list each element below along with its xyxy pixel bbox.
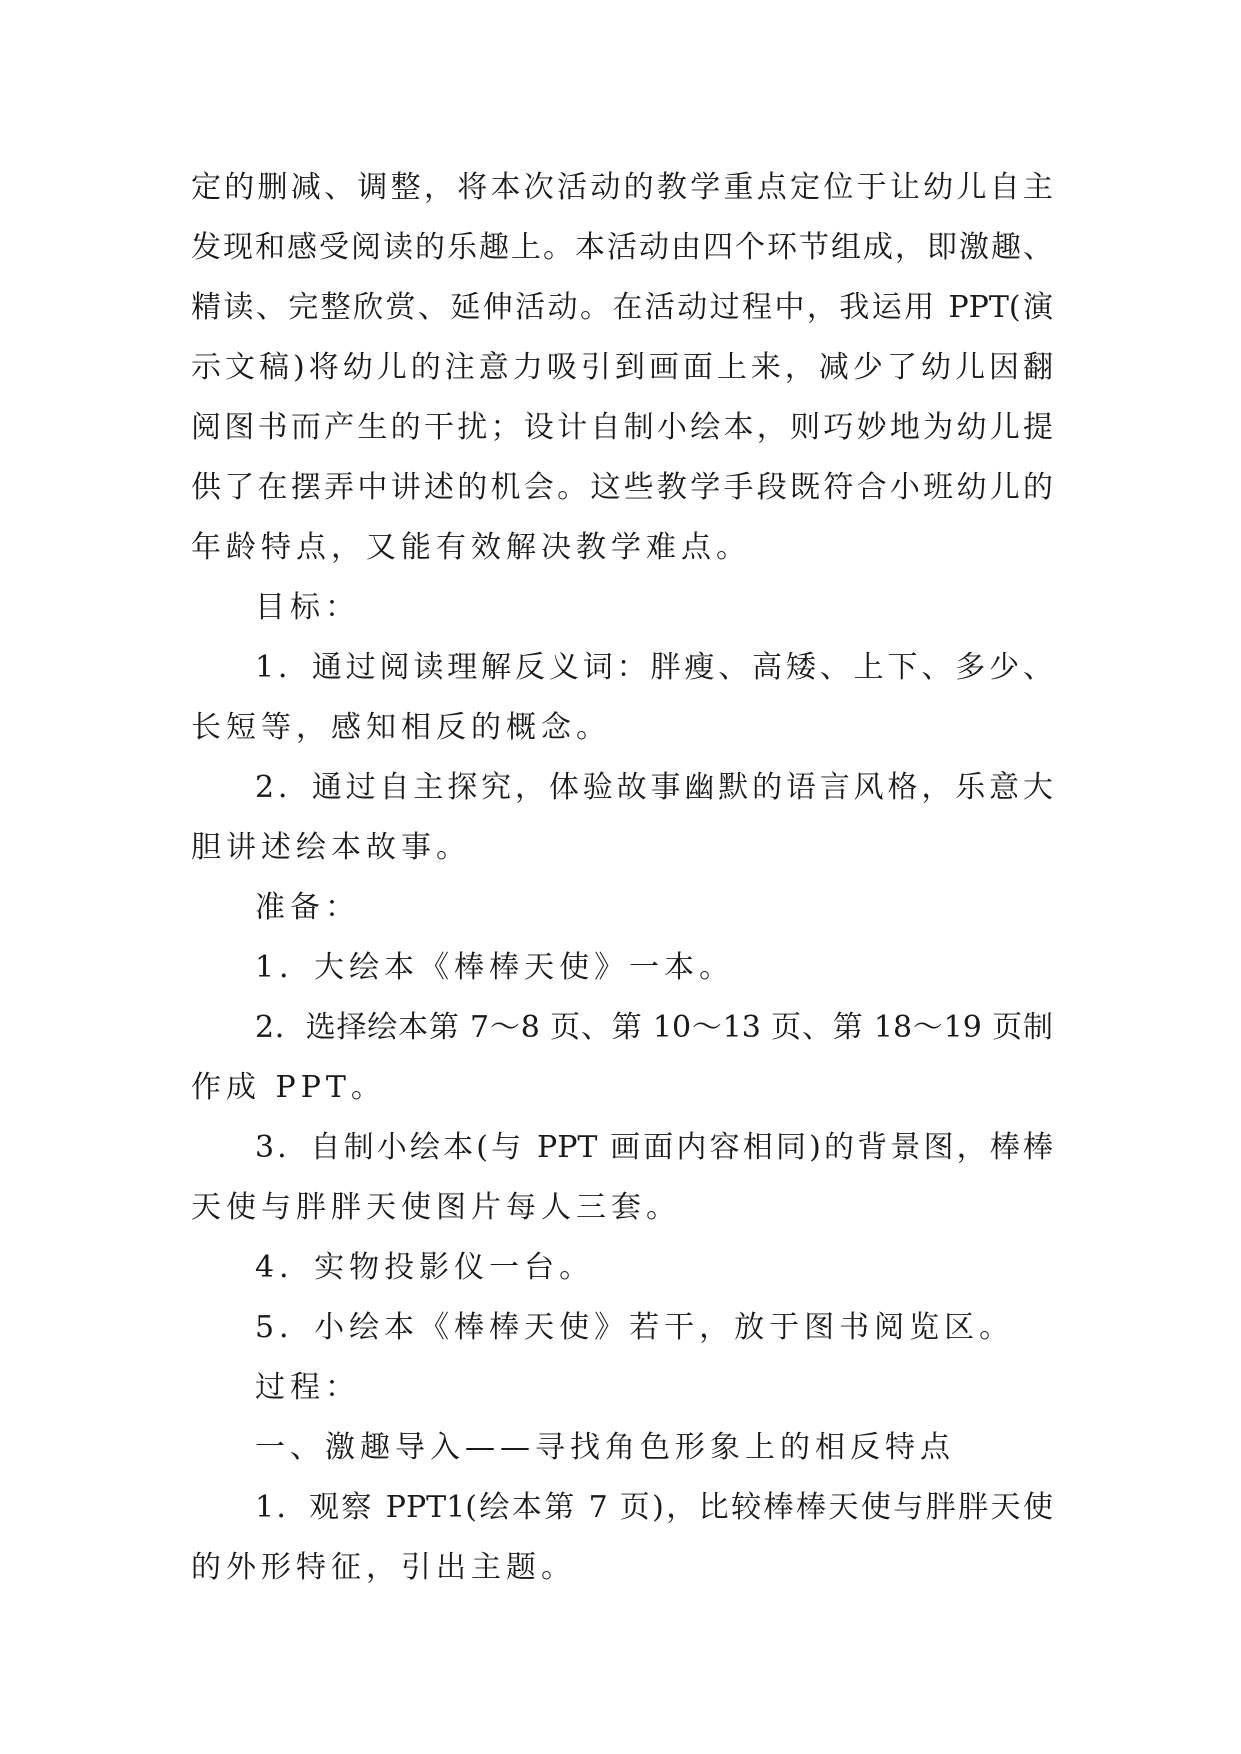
list-item-line: 的外形特征，引出主题。 (191, 1550, 576, 1585)
paragraph-line: 供了在摆弄中讲述的机会。这些教学手段既符合小班幼儿的 (191, 470, 1053, 505)
section-heading-preparation: 准备： (255, 890, 360, 925)
list-item-line: 2．选择绘本第 7～8 页、第 10～13 页、第 18～19 页制 (255, 1010, 1053, 1045)
list-item-line: 天使与胖胖天使图片每人三套。 (191, 1190, 681, 1225)
list-item-line: 1．通过阅读理解反义词：胖瘦、高矮、上下、多少、 (255, 650, 1053, 685)
list-item-line: 2．通过自主探究，体验故事幽默的语言风格，乐意大 (255, 770, 1053, 805)
paragraph-line: 年龄特点，又能有效解决教学难点。 (191, 530, 751, 565)
list-item-line: 长短等，感知相反的概念。 (191, 710, 611, 745)
paragraph-line: 定的删减、调整，将本次活动的教学重点定位于让幼儿自主 (191, 170, 1053, 205)
list-item-line: 3．自制小绘本(与 PPT 画面内容相同)的背景图，棒棒 (255, 1130, 1053, 1165)
section-heading-process: 过程： (255, 1370, 360, 1405)
paragraph-line: 示文稿)将幼儿的注意力吸引到画面上来，减少了幼儿因翻 (191, 350, 1053, 385)
list-item-line: 4．实物投影仪一台。 (255, 1250, 595, 1285)
list-item-line: 1．观察 PPT1(绘本第 7 页)，比较棒棒天使与胖胖天使 (255, 1490, 1053, 1525)
document-body (191, 158, 1053, 1598)
list-item-line: 5．小绘本《棒棒天使》若干，放于图书阅览区。 (255, 1310, 1015, 1345)
paragraph-line: 阅图书而产生的干扰；设计自制小绘本，则巧妙地为幼儿提 (191, 410, 1053, 445)
paragraph-line: 发现和感受阅读的乐趣上。本活动由四个环节组成，即激趣、 (191, 230, 1053, 265)
list-item-line: 1．大绘本《棒棒天使》一本。 (255, 950, 735, 985)
list-item-line: 作成 PPT。 (191, 1070, 386, 1105)
list-item-line: 胆讲述绘本故事。 (191, 830, 471, 865)
subsection-heading: 一、激趣导入——寻找角色形象上的相反特点 (255, 1430, 955, 1465)
section-heading-goals: 目标： (255, 590, 360, 625)
paragraph-line: 精读、完整欣赏、延伸活动。在活动过程中，我运用 PPT(演 (191, 290, 1053, 325)
